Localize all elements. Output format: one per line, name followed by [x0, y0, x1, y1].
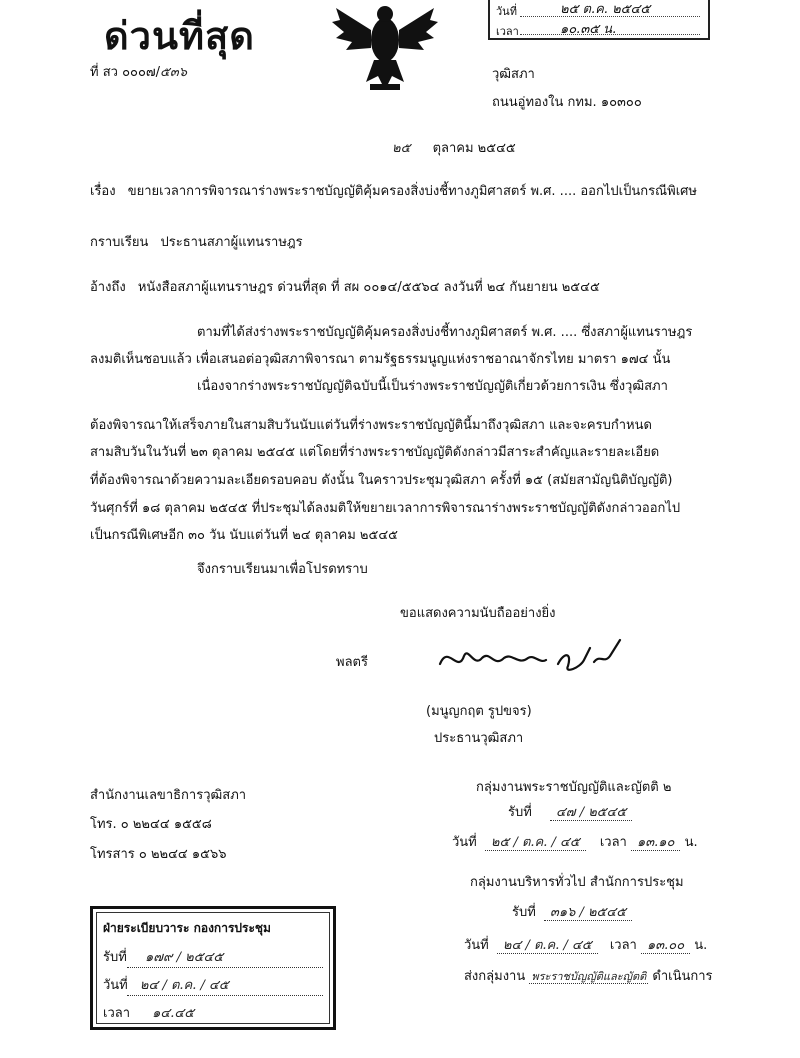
- routing-recv2-label: รับที่: [512, 905, 536, 920]
- doc-number-handwritten: ๕๓๖: [160, 65, 188, 80]
- routing-time1-label: เวลา: [599, 835, 627, 850]
- routing-time1-value: ๑๓.๑๐: [631, 835, 680, 851]
- routing-recv2: [512, 904, 632, 922]
- routing-group1: กลุ่มงานพระราชบัญญัติและญัตติ ๒: [476, 780, 672, 795]
- subject-line: [90, 183, 697, 201]
- letter-date-month-year: ตุลาคม ๒๕๔๕: [432, 141, 516, 156]
- body-para2-line5: วันศุกร์ที่ ๑๘ ตุลาคม ๒๕๔๕ ที่ประชุมได้ลงมติให้ขยายเวลาการพิจารณาร่างพระราชบัญญัติดังกล่าวออกไป: [90, 501, 681, 516]
- agenda-stamp-recv-value: ๑๗๙ / ๒๕๔๕: [144, 950, 224, 965]
- routing-date2: [464, 937, 707, 955]
- body-para2-line2: ต้องพิจารณาให้เสร็จภายในสามสิบวันนับแต่วันที่ร่างพระราชบัญญัตินี้มาถึงวุฒิสภา และจะครบกำหนด: [90, 418, 652, 433]
- reference-text: หนังสือสภาผู้แทนราษฎร ด่วนที่สุด ที่ สผ ๐๐๑๔/๕๕๖๔ ลงวันที่ ๒๔ กันยายน ๒๕๔๕: [137, 280, 600, 295]
- routing-time2-unit: น.: [694, 938, 708, 953]
- routing-date1: [452, 834, 698, 852]
- agenda-stamp-time: [103, 1005, 194, 1023]
- body-para1-line2: ลงมติเห็นชอบแล้ว เพื่อเสนอต่อวุฒิสภาพิจารณา ตามรัฐธรรมนูญแห่งราชอาณาจักรไทย มาตรา ๑๗๔ นั้น: [90, 352, 671, 367]
- signer-name: (มนูญกฤต รูปขจร): [426, 704, 532, 719]
- agenda-stamp-time-label: เวลา: [103, 1006, 131, 1021]
- agenda-stamp-time-value: ๑๔.๔๕: [152, 1006, 195, 1021]
- letter-date-day: ๒๕: [392, 141, 411, 156]
- regards: ขอแสดงความนับถืออย่างยิ่ง: [400, 606, 556, 621]
- subject-label: เรื่อง: [90, 184, 116, 199]
- garuda-emblem-icon: [330, 0, 440, 96]
- agenda-stamp-date-value: ๒๔ / ต.ค. / ๔๕: [139, 978, 229, 993]
- letter-date: [392, 140, 516, 158]
- routing-recv1-value: ๔๗ / ๒๕๔๕: [550, 805, 632, 821]
- routing-recv1-label: รับที่: [508, 805, 532, 820]
- routing-date2-value: ๒๔ / ต.ค. / ๔๕: [497, 938, 598, 954]
- signer-position: ประธานวุฒิสภา: [434, 731, 524, 746]
- routing-time1-unit: น.: [684, 835, 698, 850]
- receipt-stamp-top: [488, 0, 710, 40]
- sender-address: ถนนอู่ทองใน กทม. ๑๐๓๐๐: [492, 95, 642, 110]
- routing-time2-value: ๑๓.๐๐: [641, 938, 690, 954]
- body-para2-line3: สามสิบวันในวันที่ ๒๓ ตุลาคม ๒๕๔๕ แต่โดยที่ร่างพระราชบัญญัติดังกล่าวมีสาระสำคัญและรายละเอียด: [90, 445, 660, 460]
- agenda-stamp-box: [90, 906, 336, 1030]
- reference-label: อ้างถึง: [90, 280, 126, 295]
- agenda-stamp-recv: [103, 949, 223, 967]
- body-para1-line1: ตามที่ได้ส่งร่างพระราชบัญญัติคุ้มครองสิ่งบ่งชี้ทางภูมิศาสตร์ พ.ศ. .... ซึ่งสภาผู้แทนราษฎร: [197, 325, 693, 340]
- recipient-text: ประธานสภาผู้แทนราษฎร: [160, 235, 303, 250]
- routing-forward-label: ส่งกลุ่มงาน: [464, 969, 526, 984]
- doc-number-prefix: ที่ สว ๐๐๐๗/: [90, 65, 161, 80]
- office-name: สำนักงานเลขาธิการวุฒิสภา: [90, 788, 247, 803]
- body-para2-line6: เป็นกรณีพิเศษอีก ๓๐ วัน นับแต่วันที่ ๒๔ ตุลาคม ๒๕๔๕: [90, 528, 398, 543]
- agenda-stamp-title: ฝ่ายระเบียบวาระ กองการประชุม: [103, 921, 271, 935]
- routing-date1-label: วันที่: [452, 835, 477, 850]
- routing-forward-suffix: ดำเนินการ: [652, 969, 713, 984]
- stamp-date-value: ๒๕ ต.ค. ๒๕๔๕: [560, 2, 651, 17]
- routing-time2-label: เวลา: [609, 938, 637, 953]
- agenda-stamp-date-label: วันที่: [103, 978, 128, 993]
- subject-text: ขยายเวลาการพิจารณาร่างพระราชบัญญัติคุ้มครองสิ่งบ่งชี้ทางภูมิศาสตร์ พ.ศ. .... ออกไปเป็นกรณีพิเศษ: [127, 184, 697, 199]
- sender-org: วุฒิสภา: [492, 67, 535, 82]
- reference-line: [90, 279, 600, 297]
- recipient-line: [90, 234, 303, 252]
- routing-recv2-value: ๓๑๖ / ๒๕๔๕: [544, 905, 632, 921]
- recipient-label: กราบเรียน: [90, 235, 149, 250]
- agenda-stamp-date: [103, 977, 229, 995]
- routing-forward: [464, 968, 713, 986]
- routing-date2-label: วันที่: [464, 938, 489, 953]
- routing-group2: กลุ่มงานบริหารทั่วไป สำนักการประชุม: [470, 875, 684, 890]
- routing-date1-value: ๒๕ / ต.ค. / ๔๕: [485, 835, 586, 851]
- doc-number: [90, 64, 187, 82]
- signature-mark: [434, 634, 624, 684]
- stamp-date-label: วันที่: [496, 5, 517, 18]
- body-closing: จึงกราบเรียนมาเพื่อโปรดทราบ: [197, 562, 368, 577]
- urgency-heading: ด่วนที่สุด: [104, 14, 255, 58]
- body-para2-line1: เนื่องจากร่างพระราชบัญญัติฉบับนี้เป็นร่างพระราชบัญญัติเกี่ยวด้วยการเงิน ซึ่งวุฒิสภา: [197, 379, 668, 394]
- signer-rank: พลตรี: [336, 655, 368, 670]
- stamp-time-label: เวลา: [496, 25, 519, 38]
- routing-forward-value: พระราชบัญญัติและญัตติ: [531, 970, 647, 983]
- office-tel: โทร. ๐ ๒๒๔๔ ๑๕๕๘: [90, 817, 212, 832]
- routing-recv1: [508, 804, 632, 822]
- body-para2-line4: ที่ต้องพิจารณาด้วยความละเอียดรอบคอบ ดังนั้น ในคราวประชุมวุฒิสภา ครั้งที่ ๑๕ (สมัยสามัญนิติบัญญัติ): [90, 473, 673, 488]
- office-fax: โทรสาร ๐ ๒๒๔๔ ๑๕๖๖: [90, 847, 227, 862]
- agenda-stamp-recv-label: รับที่: [103, 950, 127, 965]
- stamp-time-value: ๑๐.๓๕ น.: [560, 22, 617, 37]
